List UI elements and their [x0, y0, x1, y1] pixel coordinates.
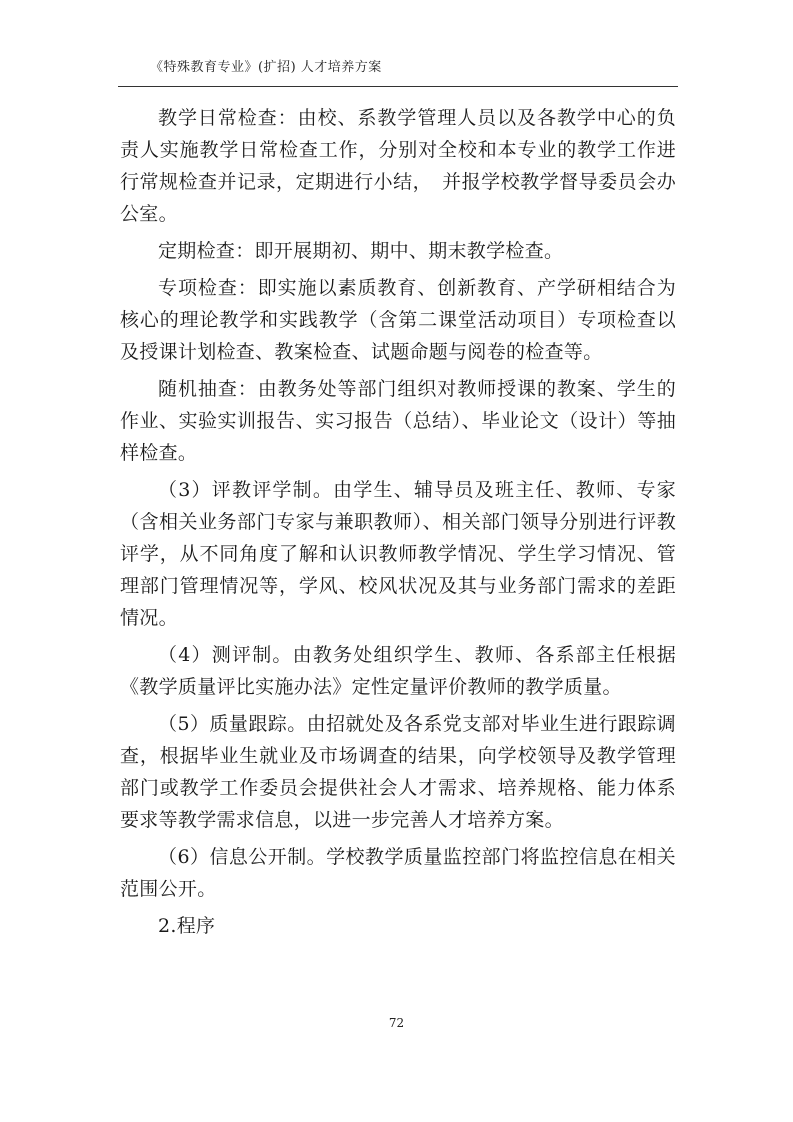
paragraph-daily-inspection: 教学日常检查：由校、系教学管理人员以及各教学中心的负责人实施教学日常检查工作，分别对全校和本专业的教学工作进行常规检查并记录，定期进行小结， 并报学校教学督导委员会办公室。: [120, 107, 676, 225]
paragraph-special-inspection: 专项检查：即实施以素质教育、创新教育、产学研相结合为核心的理论教学和实践教学（含第二课堂活动项目）专项检查以及授课计划检查、教案检查、试题命题与阅卷的检查等。: [120, 277, 676, 363]
section-heading-procedure: 2.程序: [158, 915, 216, 937]
page-header: [118, 56, 678, 87]
header-title: 《特殊教育专业》(扩招) 人才培养方案: [150, 60, 382, 75]
document-body: [120, 102, 676, 947]
paragraph-evaluation-system: （3）评教评学制。由学生、辅导员及班主任、教师、专家（含相关业务部门专家与兼职教师）、相关部门领导分别进行评教评学，从不同角度了解和认识教师教学情况、学生学习情况、管理部门管理情况等，学风、校风状况及其与业务部门需求的差距情况。: [120, 479, 676, 629]
paragraph-quality-tracking: （5）质量跟踪。由招就处及各系党支部对毕业生进行跟踪调查，根据毕业生就业及市场调查的结果，向学校领导及教学管理部门或教学工作委员会提供社会人才需求、培养规格、能力体系要求等教学需求信息，以进一步完善人才培养方案。: [120, 713, 676, 831]
page-number: 72: [388, 1016, 405, 1030]
paragraph-random-inspection: 随机抽查：由教务处等部门组织对教师授课的教案、学生的作业、实验实训报告、实习报告（总结）、毕业论文（设计）等抽样检查。: [120, 378, 676, 464]
paragraph-information-disclosure: （6）信息公开制。学校教学质量监控部门将监控信息在相关范围公开。: [120, 846, 676, 900]
paragraph-periodic-inspection: 定期检查：即开展期初、期中、期末教学检查。: [158, 240, 564, 262]
paragraph-assessment-system: （4）测评制。由教务处组织学生、教师、各系部主任根据《教学质量评比实施办法》定性定量评价教师的教学质量。: [120, 644, 676, 698]
